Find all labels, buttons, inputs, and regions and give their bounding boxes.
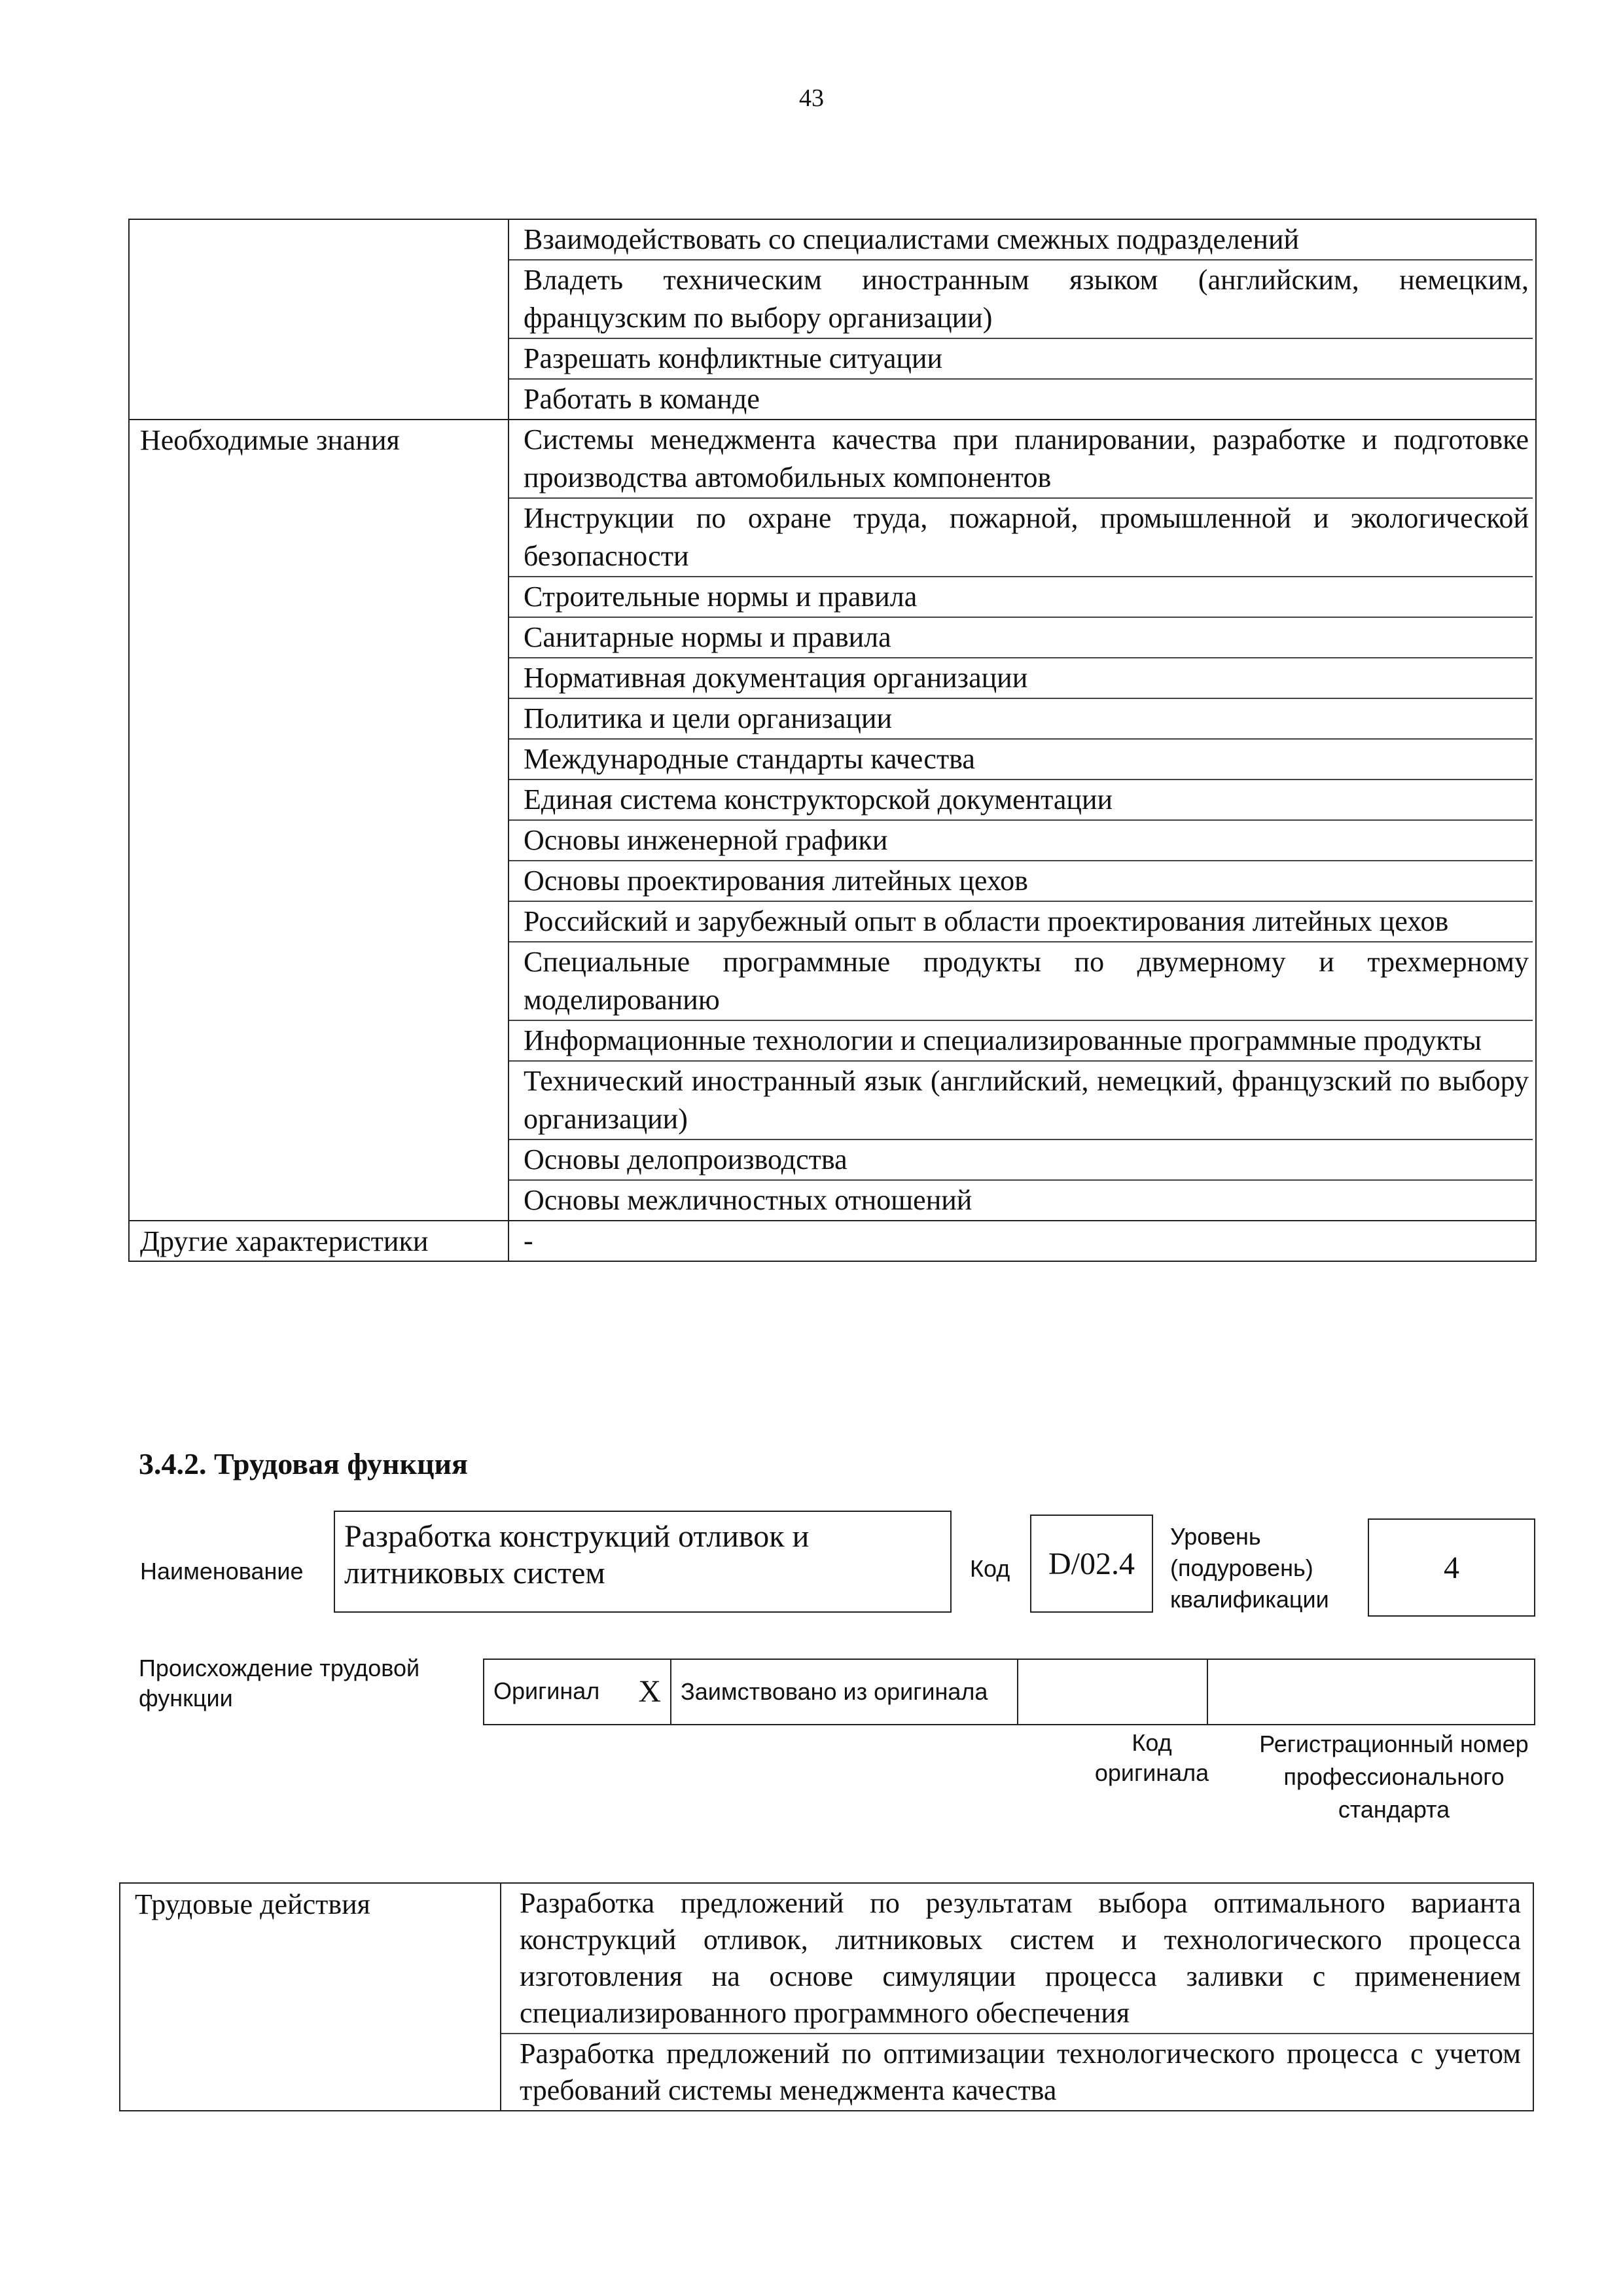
- list-item: Информационные технологии и специализированные программные продукты: [509, 1021, 1533, 1062]
- table-row: [120, 1883, 1533, 2111]
- name-label: Наименование: [140, 1558, 304, 1585]
- list-item: Международные стандарты качества: [509, 740, 1533, 780]
- table-row: [129, 420, 1536, 1221]
- list-item: Политика и цели организации: [509, 699, 1533, 740]
- list-item: Единая система конструкторской документации: [509, 780, 1533, 821]
- row-items: [508, 219, 1536, 420]
- section-title: 3.4.2. Трудовая функция: [139, 1447, 468, 1480]
- list-item: Владеть техническим иностранным языком (английским, немецким, французским по выбору организации): [509, 260, 1533, 339]
- row-label: Трудовые действия: [120, 1883, 501, 2111]
- list-item: Основы инженерной графики: [509, 821, 1533, 861]
- row-items: [508, 1221, 1536, 1261]
- table-row: [484, 1659, 1535, 1725]
- row-label: Необходимые знания: [129, 420, 508, 1221]
- list-item: Работать в команде: [524, 383, 760, 415]
- list-item: Санитарные нормы и правила: [509, 618, 1533, 658]
- skills-knowledge-table: [128, 219, 1537, 1262]
- level-box: 4: [1368, 1518, 1535, 1617]
- list-item: Основы межличностных отношений: [524, 1184, 972, 1216]
- list-item: Основы делопроизводства: [509, 1140, 1533, 1181]
- origin-original-label: Оригинал: [493, 1677, 600, 1704]
- list-item: Системы менеджмента качества при планировании, разработке и подготовке производства автомобильных компонентов: [509, 420, 1533, 499]
- table-row: [129, 1221, 1536, 1261]
- row-items: [501, 1883, 1533, 2111]
- list-item: Основы проектирования литейных цехов: [509, 861, 1533, 902]
- list-item: Российский и зарубежный опыт в области проектирования литейных цехов: [509, 902, 1533, 942]
- row-label: [129, 219, 508, 420]
- page-number: 43: [799, 84, 824, 112]
- list-item: Специальные программные продукты по двумерному и трехмерному моделированию: [509, 942, 1533, 1021]
- origin-code-caption: Код оригинала: [1094, 1729, 1209, 1786]
- function-name-box: Разработка конструкций отливок и литниковых систем: [334, 1511, 952, 1613]
- list-item: Технический иностранный язык (английский, немецкий, французский по выбору организации): [509, 1062, 1533, 1140]
- origin-borrowed-label: Заимствовано из оригинала: [681, 1678, 988, 1705]
- function-code-box: D/02.4: [1030, 1515, 1153, 1613]
- row-items: [508, 420, 1536, 1221]
- list-item: Инструкции по охране труда, пожарной, промышленной и экологической безопасности: [509, 499, 1533, 577]
- origin-borrowed-cell: [671, 1659, 1018, 1725]
- list-item: Взаимодействовать со специалистами смежных подразделений: [509, 220, 1533, 260]
- level-label: Уровень (подуровень) квалификации: [1170, 1523, 1329, 1613]
- origin-mark: X: [638, 1674, 661, 1709]
- list-item: Разработка предложений по оптимизации технологического процесса с учетом требований системы менеджмента качества: [520, 2037, 1521, 2106]
- code-label: Код: [970, 1555, 1010, 1582]
- list-item: -: [524, 1225, 533, 1257]
- table-row: [129, 219, 1536, 420]
- labor-actions-table: [119, 1882, 1534, 2111]
- origin-table: [483, 1659, 1535, 1725]
- list-item: Разрешать конфликтные ситуации: [509, 339, 1533, 380]
- list-item: Разработка предложений по результатам выбора оптимального варианта конструкций отливок, литниковых систем и технологического процесса изготовления на основе симуляции процесса заливки с применением специализированного программного обеспечения: [501, 1884, 1533, 2034]
- origin-reg-cell: [1207, 1659, 1535, 1725]
- origin-code-cell: [1018, 1659, 1207, 1725]
- list-item: Нормативная документация организации: [509, 658, 1533, 699]
- row-label: Другие характеристики: [129, 1221, 508, 1261]
- origin-original-cell: [484, 1659, 671, 1725]
- list-item: Строительные нормы и правила: [509, 577, 1533, 618]
- origin-reg-caption: Регистрационный номер профессионального стандарта: [1259, 1731, 1529, 1823]
- origin-label: Происхождение трудовой функции: [139, 1655, 420, 1712]
